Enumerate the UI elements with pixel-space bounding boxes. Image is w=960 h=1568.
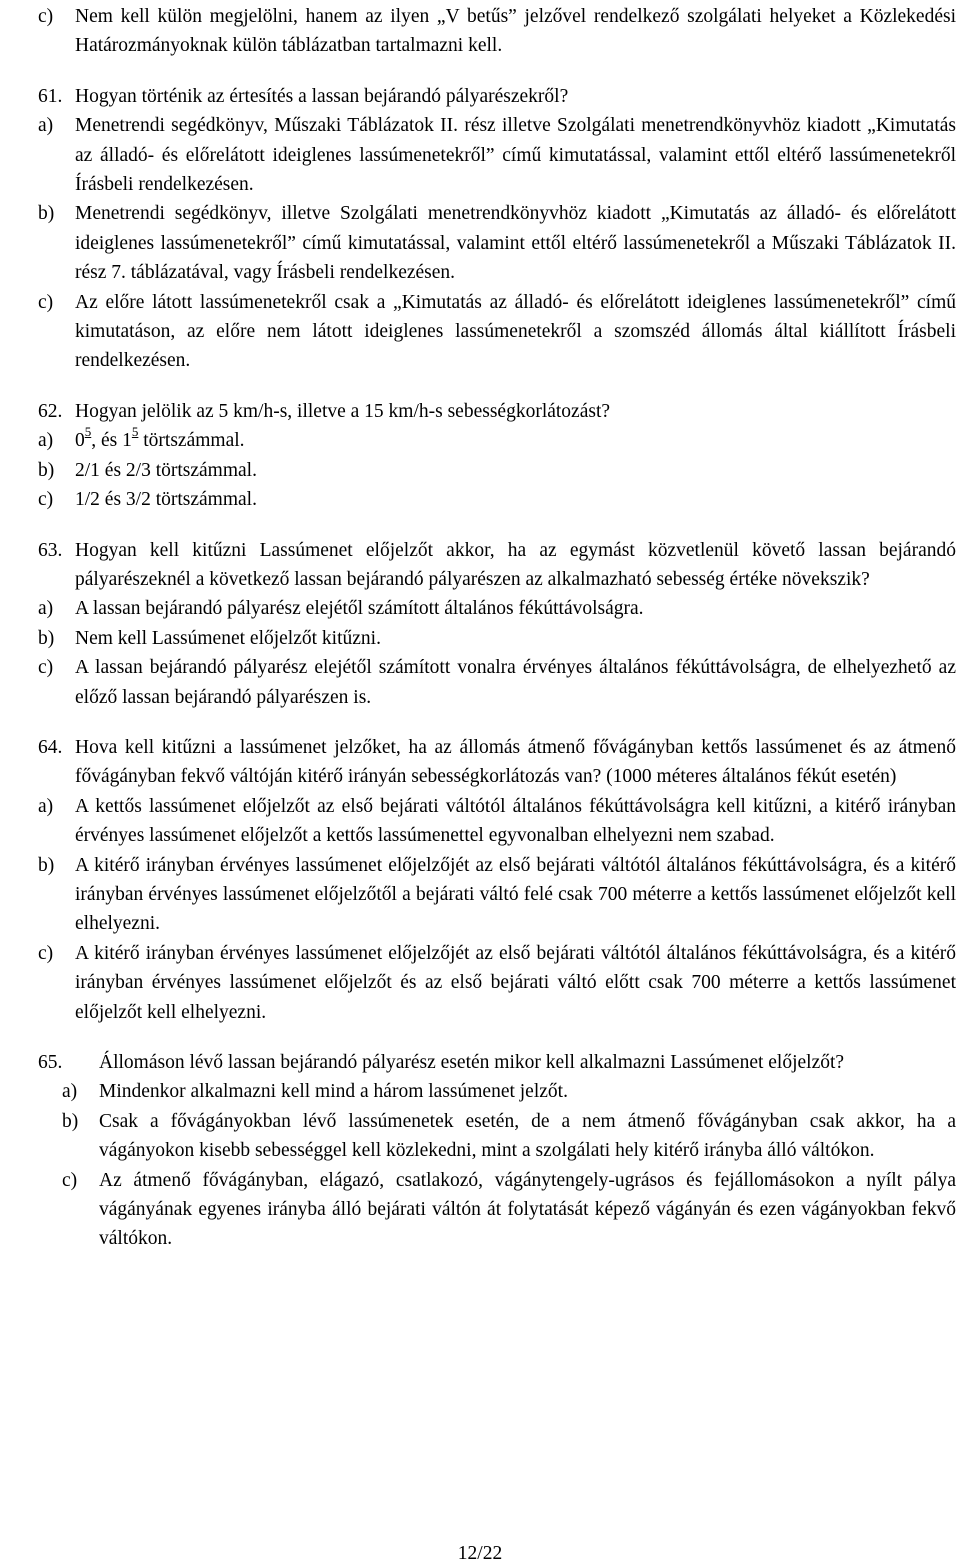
option-label: c) [38,489,54,511]
option-label: a) [38,598,54,620]
question-61 [38,82,956,111]
option-text: 2/1 és 2/3 törtszámmal. [75,459,257,481]
option-text: 1/2 és 3/2 törtszámmal. [75,489,257,511]
option-text: A kettős lassúmenet előjelzőt az első bejárati váltótól általános fékúttávolságra kell kitűzni, a kitérő irányban érvényes lassúmenet előjelzőt a kettős lassúmenettel egyvonalban elhelyezni nem szabad. [75,795,956,847]
question-text: Hova kell kitűzni a lassúmenet jelzőket, ha az állomás átmenő fővágányban kettős lassúmenet és az átmenő fővágányban fekvő váltóján kitérő irányán sebességkorlátozás van? (1000 méteres általános fékút esetén) [75,736,956,788]
q61-option-c [38,288,956,376]
fraction-sup: 5 [131,423,139,439]
q63-option-c [38,653,956,712]
fraction-sup: 5 [84,423,92,439]
option-label: c) [38,657,54,679]
question-number: 61. [38,85,63,107]
option-label: c) [62,1169,78,1191]
fraction [84,423,92,455]
question-text: Hogyan jelölik az 5 km/h-s, illetve a 15 km/h-s sebességkorlátozást? [75,400,611,422]
q65-option-c [62,1166,956,1254]
spacer [38,515,956,536]
option-label: b) [38,459,55,481]
question-64 [38,733,956,792]
q63-option-a [38,594,956,623]
option-text: Csak a fővágányokban lévő lassúmenetek esetén, de a nem átmenő fővágányban csak akkor, ha a vágányokon kisebb sebességgel kell közlekedni, mint a szolgálati hely kitérő irányba álló váltókon. [99,1110,956,1162]
question-text: Hogyan történik az értesítés a lassan bejárandó pályarészekről? [75,85,569,107]
q62-option-c [38,485,956,514]
spacer [38,61,956,82]
option-label: c) [38,942,54,964]
option-label: b) [62,1110,79,1132]
question-number: 63. [38,539,63,561]
fraction [131,423,139,455]
option-label: c) [38,6,54,27]
prev-option-c [38,2,956,61]
option-label: b) [38,203,55,225]
option-label: b) [38,627,55,649]
q64-option-c [38,939,956,1027]
question-number: 62. [38,400,63,422]
spacer [38,376,956,397]
option-label: b) [38,854,55,876]
option-text: Mindenkor alkalmazni kell mind a három lassúmenet jelzőt. [99,1081,568,1103]
q64-option-a [38,792,956,851]
fraction-mid: , és 1 [91,430,132,452]
option-text: Menetrendi segédkönyv, Műszaki Táblázatok II. rész illetve Szolgálati menetrendkönyvhöz kiadott „Kimutatás az álladó- és előrelátott ideiglenes lassúmenetekről” című kimutatással, valamint ettől eltérő lassúmenetekről Írásbeli rendelkezésen. [75,115,956,196]
q62-option-a [38,423,956,455]
q62-option-b [38,456,956,485]
q61-option-b [38,199,956,287]
fraction-post: törtszámmal. [138,430,245,452]
option-label: c) [38,291,54,313]
option-label: a) [38,115,54,137]
option-text: Nem kell Lassúmenet előjelzőt kitűzni. [75,627,381,649]
option-text: Az előre látott lassúmenetekről csak a „Kimutatás az álladó- és előrelátott ideiglenes lassúmenetekről” című kimutatáson, az előre nem látott ideiglenes lassúmenetekről a szomszéd állomás által kiállított Írásbeli rendelkezésen. [75,291,956,372]
spacer [38,712,956,733]
question-63 [38,536,956,595]
q65-options [38,1077,956,1253]
q65-option-a [62,1077,956,1106]
spacer [38,1027,956,1048]
option-text: Nem kell külön megjelölni, hanem az ilyen „V betűs” jelzővel rendelkező szolgálati helyeket a Közlekedési Határozmányoknak külön táblázatban tartalmazni kell. [75,6,956,57]
question-number: 65. [38,1052,63,1073]
option-label: a) [38,430,54,452]
question-65 [38,1048,956,1077]
fraction-whole: 0 [75,430,85,452]
option-label: a) [62,1081,78,1103]
question-number: 64. [38,736,63,758]
q64-option-b [38,851,956,939]
q61-option-a [38,111,956,199]
document-page [38,2,956,1254]
option-text [75,423,956,455]
option-text: A lassan bejárandó pályarész elejétől számított vonalra érvényes általános fékúttávolságra, de elhelyezhető az előző lassan bejárandó pályarészen is. [75,657,956,708]
option-text: A lassan bejárandó pályarész elejétől számított általános fékúttávolságra. [75,598,644,620]
question-text: Állomáson lévő lassan bejárandó pályarész esetén mikor kell alkalmazni Lassúmenet előjelzőt? [99,1052,845,1073]
option-text: A kitérő irányban érvényes lassúmenet előjelzőjét az első bejárati váltótól általános fékúttávolságra, és a kitérő irányban érvényes lassúmenet előjelzőt és az első bejárati váltó előtt csak 700 méterre a kettős lassúmenet előjelzőt kell elhelyezni. [75,942,956,1023]
q65-option-b [62,1107,956,1166]
option-text: A kitérő irányban érvényes lassúmenet előjelzőjét az első bejárati váltótól általános fékúttávolságra, és a kitérő irányban érvényes lassúmenet előjelzőtől a bejárati váltó felé csak 700 méterre a kettős lassúmenet előjelzőt kell elhelyezni. [75,854,956,935]
q63-option-b [38,624,956,653]
option-label: a) [38,795,54,817]
option-text: Az átmenő fővágányban, elágazó, csatlakozó, vágánytengely-ugrásos és fejállomásokon a nyílt pálya vágányának egyenes irányba álló bejárati váltón át folytatását képező vágányán és ezen vágányokban fekvő váltókon. [99,1169,956,1250]
option-text: Menetrendi segédkönyv, illetve Szolgálati menetrendkönyvhöz kiadott „Kimutatás az álladó- és előrelátott ideiglenes lassúmenetekről” című kimutatással, valamint ettől eltérő lassúmenetekről a Műszaki Táblázatok II. rész 7. táblázatával, vagy Írásbeli rendelkezésen. [75,203,956,284]
page-number: 12/22 [457,1543,503,1564]
question-62 [38,397,956,426]
question-text: Hogyan kell kitűzni Lassúmenet előjelzőt akkor, ha az egymást közvetlenül követő lassan bejárandó pályarészeknél a következő lassan bejárandó pályarészen az alkalmazható sebesség értéke növekszik? [75,539,956,590]
